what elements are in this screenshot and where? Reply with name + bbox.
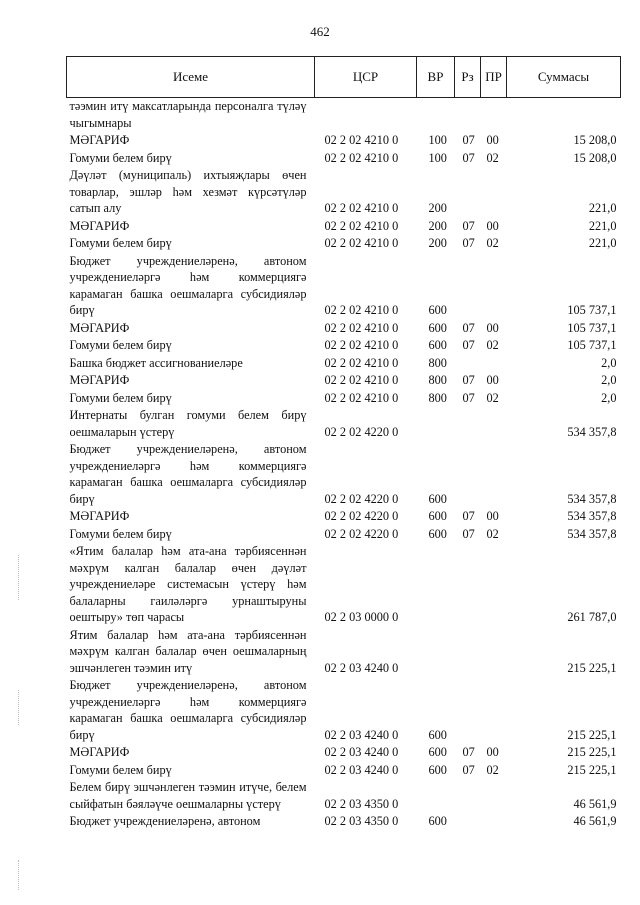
table-row: [67, 253, 621, 320]
cell-sum: 261 787,0: [567, 610, 617, 624]
table-row: [67, 677, 621, 744]
cell-sum: 534 357,8: [567, 491, 617, 506]
table-row: [67, 441, 621, 508]
cell-rz: [455, 627, 481, 678]
cell-vr: 600: [428, 338, 447, 352]
cell-rz: [455, 813, 481, 831]
cell-sum: 215 225,1: [567, 745, 617, 759]
header-sum: Суммасы: [507, 57, 621, 98]
cell-rz: [455, 407, 481, 441]
cell-name: Гомуми белем бирү: [69, 338, 172, 352]
cell-vr: 800: [428, 373, 447, 387]
cell-name: Интернаты булган гомуми белем бирү оешмаларын үстерү: [69, 408, 307, 439]
table-row: [67, 337, 621, 355]
cell-pr: [481, 355, 507, 373]
table-row: [67, 372, 621, 390]
cell-vr: 600: [428, 509, 447, 523]
cell-pr: 02: [486, 150, 499, 165]
cell-vr: [417, 543, 455, 627]
cell-rz: 07: [462, 745, 475, 759]
cell-sum: 105 737,1: [567, 338, 617, 352]
cell-csr: 02 2 03 4240 0: [324, 745, 399, 759]
page-number: 462: [310, 24, 330, 39]
cell-pr: 00: [486, 745, 499, 759]
cell-csr: 02 2 02 4210 0: [324, 218, 399, 233]
cell-csr: 02 2 03 4350 0: [324, 796, 399, 811]
cell-csr: 02 2 02 4210 0: [324, 390, 399, 405]
cell-rz: 07: [462, 526, 475, 541]
cell-rz: [455, 441, 481, 508]
cell-name: Ятим балалар һәм ата-ана тәрбиясеннән мәхрүм калган балалар өчен оешмаларның эшчәнлеген тәэмин итү: [69, 627, 307, 675]
table-row: [67, 98, 621, 133]
cell-vr: 800: [428, 355, 447, 370]
cell-csr: [315, 98, 417, 133]
cell-sum: 15 208,0: [573, 133, 617, 147]
cell-vr: 100: [428, 133, 447, 147]
cell-rz: 07: [462, 373, 475, 387]
table-row: [67, 407, 621, 441]
cell-name: МӘГАРИФ: [69, 509, 130, 523]
cell-vr: 600: [428, 745, 447, 759]
margin-mark: [18, 555, 21, 600]
cell-name: Дәүләт (муниципаль) ихтыяҗлары өчен товарлар, эшләр һәм хезмәт күрсәтүләр сатып алу: [69, 168, 307, 215]
cell-name: тәэмин итү максатларында персоналга түләү чыгымнары: [69, 99, 307, 130]
cell-csr: 02 2 03 4240 0: [324, 727, 399, 742]
cell-name: Башка бюджет ассигнованиеләре: [69, 355, 243, 370]
cell-name: МӘГАРИФ: [69, 320, 130, 335]
cell-sum: 2,0: [601, 390, 617, 405]
cell-rz: [455, 167, 481, 218]
cell-rz: 07: [462, 338, 475, 352]
cell-vr: 200: [428, 218, 447, 233]
cell-name: МӘГАРИФ: [69, 373, 130, 387]
cell-sum: 534 357,8: [567, 526, 617, 541]
cell-sum: 105 737,1: [567, 320, 617, 335]
cell-rz: [455, 543, 481, 627]
cell-sum: 221,0: [588, 201, 617, 215]
table-row: [67, 390, 621, 408]
cell-csr: 02 2 02 4220 0: [324, 491, 399, 506]
table-row: [67, 779, 621, 813]
cell-pr: 02: [486, 390, 499, 405]
cell-pr: [481, 627, 507, 678]
cell-vr: 600: [428, 320, 447, 335]
cell-csr: 02 2 02 4220 0: [324, 526, 399, 541]
cell-csr: 02 2 03 4350 0: [324, 814, 399, 828]
table-body: [67, 98, 621, 831]
cell-pr: [481, 677, 507, 744]
cell-vr: 200: [428, 236, 447, 250]
header-pr: ПР: [481, 57, 507, 98]
cell-name: Гомуми белем бирү: [69, 762, 172, 777]
cell-pr: 02: [486, 236, 499, 250]
cell-name: Бюджет учреждениеләренә, автоном учреждениеләргә һәм коммерциягә карамаган башка оешмаларга субсидияләр бирү: [69, 442, 307, 506]
cell-csr: 02 2 02 4210 0: [324, 320, 399, 335]
cell-csr: 02 2 03 4240 0: [324, 762, 399, 777]
header-rz: Рз: [455, 57, 481, 98]
cell-name: МӘГАРИФ: [69, 133, 130, 147]
cell-pr: [481, 98, 507, 133]
cell-sum: 46 561,9: [573, 814, 617, 828]
cell-name: МӘГАРИФ: [69, 745, 130, 759]
cell-csr: 02 2 02 4210 0: [324, 201, 399, 215]
cell-pr: [481, 543, 507, 627]
cell-name: Гомуми белем бирү: [69, 236, 172, 250]
cell-csr: 02 2 02 4210 0: [324, 303, 399, 317]
table-row: [67, 320, 621, 338]
cell-csr: 02 2 02 4210 0: [324, 133, 399, 147]
cell-rz: 07: [462, 218, 475, 233]
cell-pr: 02: [486, 526, 499, 541]
cell-vr: 800: [428, 390, 447, 405]
cell-sum: 534 357,8: [567, 424, 617, 439]
cell-rz: [455, 677, 481, 744]
cell-csr: 02 2 02 4210 0: [324, 355, 399, 370]
cell-vr: 600: [428, 303, 447, 317]
cell-name: Бюджет учреждениеләренә, автоном: [69, 814, 261, 828]
cell-sum: 221,0: [588, 218, 617, 233]
cell-pr: [481, 441, 507, 508]
cell-name: Гомуми белем бирү: [69, 150, 172, 165]
cell-name: «Ятим балалар һәм ата-ана тәрбиясеннән мәхрүм калган балалар өчен дәүләт учреждениеләре системасын үстерү һәм балаларны гаиләләргә урнаштыруны оештыру» төп чарасы: [69, 544, 307, 624]
cell-pr: 00: [486, 373, 499, 387]
cell-rz: 07: [462, 133, 475, 147]
cell-csr: 02 2 03 4240 0: [324, 660, 399, 675]
cell-vr: 600: [428, 526, 447, 541]
cell-pr: 02: [486, 338, 499, 352]
cell-name: МӘГАРИФ: [69, 218, 130, 233]
cell-vr: 600: [428, 762, 447, 777]
cell-vr: 200: [428, 201, 447, 215]
cell-csr: 02 2 02 4210 0: [324, 373, 399, 387]
cell-name: Бюджет учреждениеләренә, автоном учреждениеләргә һәм коммерциягә карамаган башка оешмаларга субсидияләр бирү: [69, 678, 307, 742]
margin-mark: [18, 860, 21, 890]
cell-name: Бюджет учреждениеләренә, автоном учреждениеләргә һәм коммерциягә карамаган башка оешмаларга субсидияләр бирү: [69, 253, 307, 317]
table-row: [67, 526, 621, 544]
cell-sum: 2,0: [601, 355, 617, 370]
cell-sum: [507, 98, 621, 133]
cell-rz: 07: [462, 150, 475, 165]
cell-name: Гомуми белем бирү: [69, 390, 172, 405]
table-row: [67, 762, 621, 780]
cell-sum: 221,0: [588, 236, 617, 250]
cell-vr: [417, 627, 455, 678]
cell-sum: 215 225,1: [567, 762, 617, 777]
cell-pr: [481, 779, 507, 813]
cell-pr: 02: [486, 762, 499, 777]
table-header: [67, 57, 621, 98]
cell-rz: 07: [462, 390, 475, 405]
cell-name: Гомуми белем бирү: [69, 526, 172, 541]
cell-pr: [481, 253, 507, 320]
cell-rz: [455, 253, 481, 320]
cell-sum: 215 225,1: [567, 727, 617, 742]
cell-pr: 00: [486, 218, 499, 233]
cell-rz: [455, 355, 481, 373]
cell-vr: [417, 407, 455, 441]
cell-pr: 00: [486, 509, 499, 523]
cell-csr: 02 2 03 0000 0: [324, 610, 399, 624]
cell-rz: [455, 98, 481, 133]
cell-rz: 07: [462, 762, 475, 777]
cell-pr: [481, 167, 507, 218]
cell-name: Белем бирү эшчәнлеген тәэмин итүче, белем сыйфатын бәяләүче оешмаларны үстерү: [69, 780, 307, 811]
cell-vr: 600: [428, 814, 447, 828]
cell-csr: 02 2 02 4210 0: [324, 236, 399, 250]
table-row: [67, 150, 621, 168]
cell-sum: 534 357,8: [567, 509, 617, 523]
cell-vr: [417, 98, 455, 133]
budget-table: [66, 56, 621, 831]
cell-csr: 02 2 02 4220 0: [324, 424, 399, 439]
table-row: [67, 167, 621, 218]
table-row: [67, 235, 621, 253]
cell-sum: 15 208,0: [573, 150, 617, 165]
cell-csr: 02 2 02 4210 0: [324, 338, 399, 352]
table-row: [67, 543, 621, 627]
cell-vr: 600: [428, 491, 447, 506]
cell-pr: [481, 813, 507, 831]
cell-vr: [417, 779, 455, 813]
cell-vr: 600: [428, 727, 447, 742]
cell-rz: 07: [462, 236, 475, 250]
table-row: [67, 132, 621, 150]
cell-pr: [481, 407, 507, 441]
cell-sum: 2,0: [601, 373, 617, 387]
cell-sum: 46 561,9: [573, 796, 617, 811]
cell-csr: 02 2 02 4210 0: [324, 150, 399, 165]
cell-pr: 00: [486, 133, 499, 147]
table-row: [67, 744, 621, 762]
cell-csr: 02 2 02 4220 0: [324, 509, 399, 523]
cell-rz: 07: [462, 509, 475, 523]
table-row: [67, 508, 621, 526]
header-vr: ВР: [417, 57, 455, 98]
table-row: [67, 218, 621, 236]
cell-rz: [455, 779, 481, 813]
header-csr: ЦСР: [315, 57, 417, 98]
table-row: [67, 355, 621, 373]
margin-mark: [18, 690, 21, 725]
cell-sum: 215 225,1: [567, 660, 617, 675]
cell-pr: 00: [486, 320, 499, 335]
cell-rz: 07: [462, 320, 475, 335]
cell-sum: 105 737,1: [567, 303, 617, 317]
table-row: [67, 627, 621, 678]
cell-vr: 100: [428, 150, 447, 165]
table-row: [67, 813, 621, 831]
header-name: Исеме: [67, 57, 315, 98]
